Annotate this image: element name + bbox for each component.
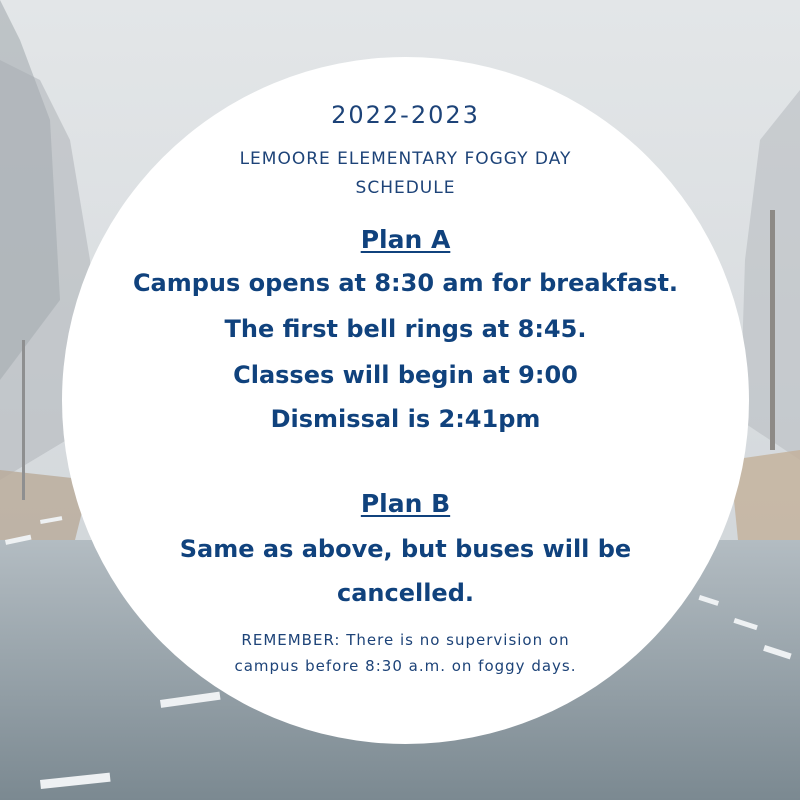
school-title: LEMOORE ELEMENTARY FOGGY DAY SCHEDULE — [239, 149, 572, 198]
reminder-note: REMEMBER: There is no supervision on campus before 8:30 a.m. on foggy days. — [234, 631, 577, 675]
plan-a-line: Campus opens at 8:30 am for breakfast. — [132, 269, 679, 297]
plan-b-title: Plan B — [360, 489, 451, 518]
plan-a-title: Plan A — [360, 225, 451, 254]
plan-a-line: Dismissal is 2:41pm — [270, 405, 541, 433]
plan-b-line: Same as above, but buses will be — [179, 535, 632, 563]
year-heading: 2022-2023 — [331, 101, 480, 129]
plan-b-line: cancelled. — [336, 579, 475, 607]
plan-a-line: The first bell rings at 8:45. — [224, 315, 587, 343]
schedule-content — [62, 57, 749, 744]
plan-a-line: Classes will begin at 9:00 — [233, 361, 578, 389]
